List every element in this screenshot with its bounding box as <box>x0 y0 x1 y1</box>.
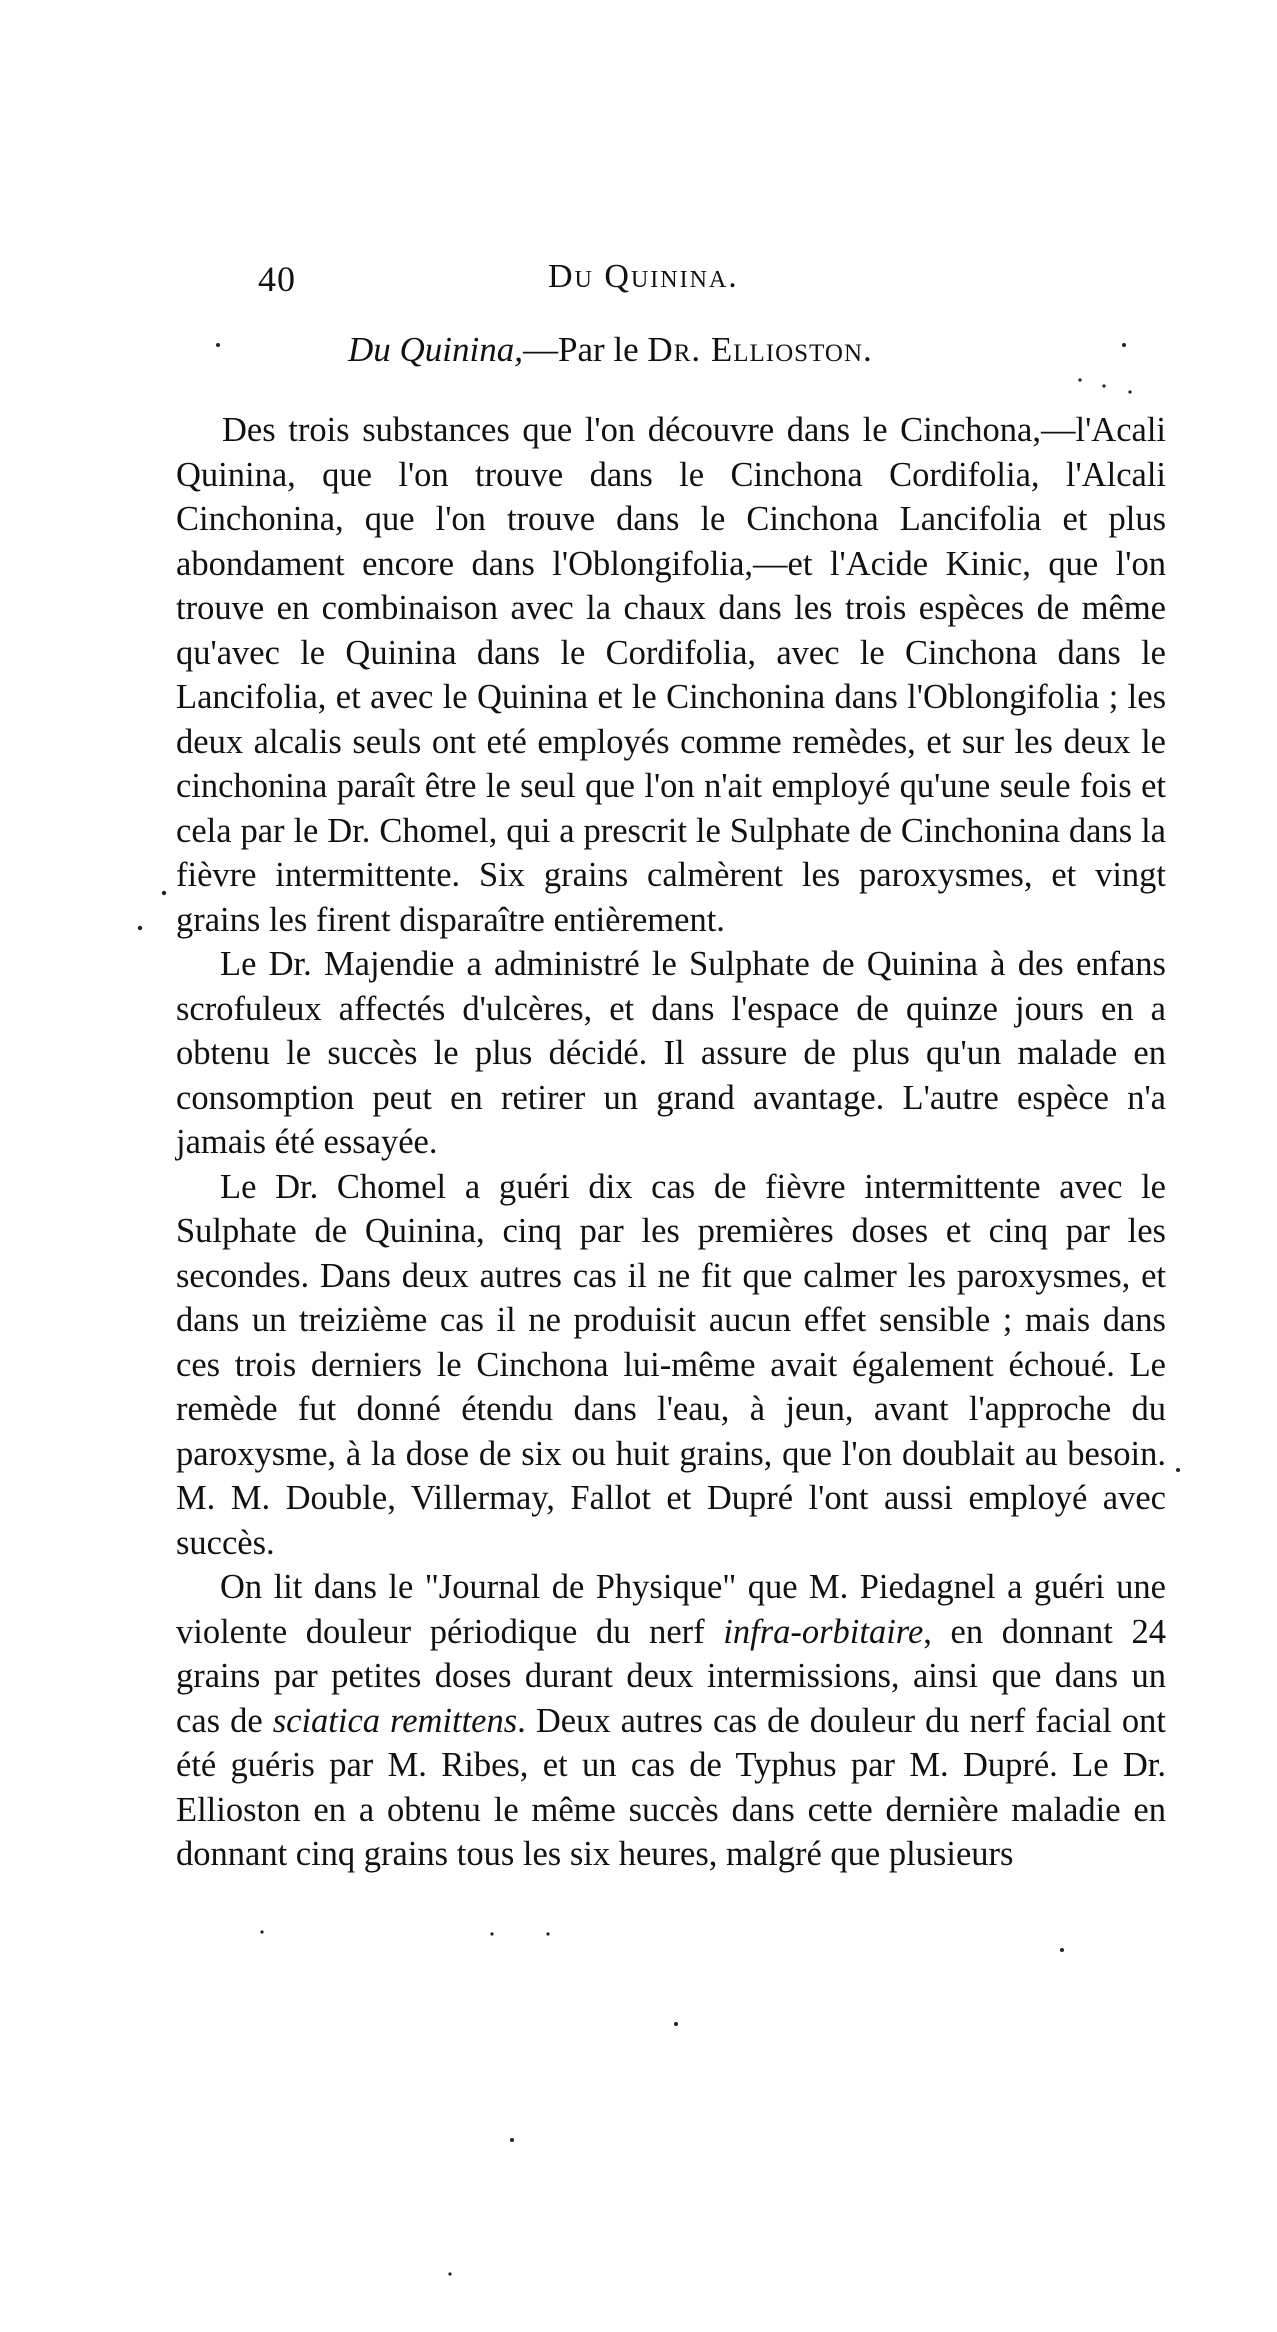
paragraph-3 <box>176 1165 1166 1566</box>
title-subject: Du Quinina, <box>348 330 523 369</box>
article-body <box>176 408 1166 1877</box>
paragraph-1 <box>176 408 1166 942</box>
italic-term: infra-orbitaire <box>723 1612 924 1651</box>
paragraph-text: . Deux autres cas de douleur du nerf facial ont été guéris par M. Ribes, et un cas de Typhus par M. Dupré. Le Dr. Ellioston en a obtenu le même succès dans cette dernière maladie en donnant cinq grains tous les six heures, malgré que plusieurs <box>176 1701 1166 1873</box>
title-by: —Par le <box>523 330 648 369</box>
running-title: Du Quinina. <box>548 258 739 295</box>
italic-term: sciatica remittens <box>272 1701 518 1740</box>
paragraph-4 <box>176 1565 1166 1877</box>
article-title <box>348 330 873 370</box>
paragraph-text: , en donnant 24 grains par petites doses durant deux intermissions, ainsi que dans un cas de <box>176 1612 1167 1740</box>
paragraph-text: Le Dr. Majendie a administré le Sulphate de Quinina à des enfans scrofuleux affectés d'ulcères, et dans l'espace de quinze jours en a obtenu le succès le plus décidé. Il assure de plus qu'un malade en consomption peut en retirer un grand avantage. L'autre espèce n'a jamais été essayée. <box>176 945 1166 1161</box>
paragraph-text: Le Dr. Chomel a guéri dix cas de fièvre intermittente avec le Sulphate de Quinina, cinq par les premières doses et cinq par les secondes. Dans deux autres cas il ne fit que calmer les paroxysmes, et dans un treizième cas il ne produisit aucun effet sensible ; mais dans ces trois derniers le Cinchona lui-même avait également échoué. Le remède fut donné étendu dans l'eau, à jeun, avant l'approche du paroxysme, à la dose de six ou huit grains, que l'on doublait au besoin. M. M. Double, Villermay, Fallot et Dupré l'ont aussi employé avec succès. <box>176 1167 1166 1562</box>
title-author: Dr. Ellioston. <box>647 330 873 369</box>
paragraph-text: On lit dans le "Journal de Physique" que M. Piedagnel a guéri une violente douleur périodique du nerf <box>176 1568 1166 1651</box>
page-number: 40 <box>258 259 296 299</box>
paragraph-2 <box>176 942 1166 1165</box>
paragraph-text: Des trois substances que l'on découvre dans le Cinchona,—l'Acali Quinina, que l'on trouve dans le Cinchona Cordifolia, l'Alcali Cinchonina, que l'on trouve dans le Cinchona Lancifolia et plus abondament encore dans l'Oblongifolia,—et l'Acide Kinic, que l'on trouve en combinaison avec la chaux dans les trois espèces de même qu'avec le Quinina dans le Cordifolia, avec le Cinchona dans le Lancifolia, et avec le Quinina et le Cinchonina dans l'Oblongifolia ; les deux alcalis seuls ont eté employés comme remèdes, et sur les deux le cinchonina paraît être le seul que l'on n'ait employé qu'une seule fois et cela par le Dr. Chomel, qui a prescrit le Sulphate de Cinchonina dans la fièvre intermittente. Six grains calmèrent les paroxysmes, et vingt grains les firent disparaître entièrement. <box>176 411 1166 939</box>
